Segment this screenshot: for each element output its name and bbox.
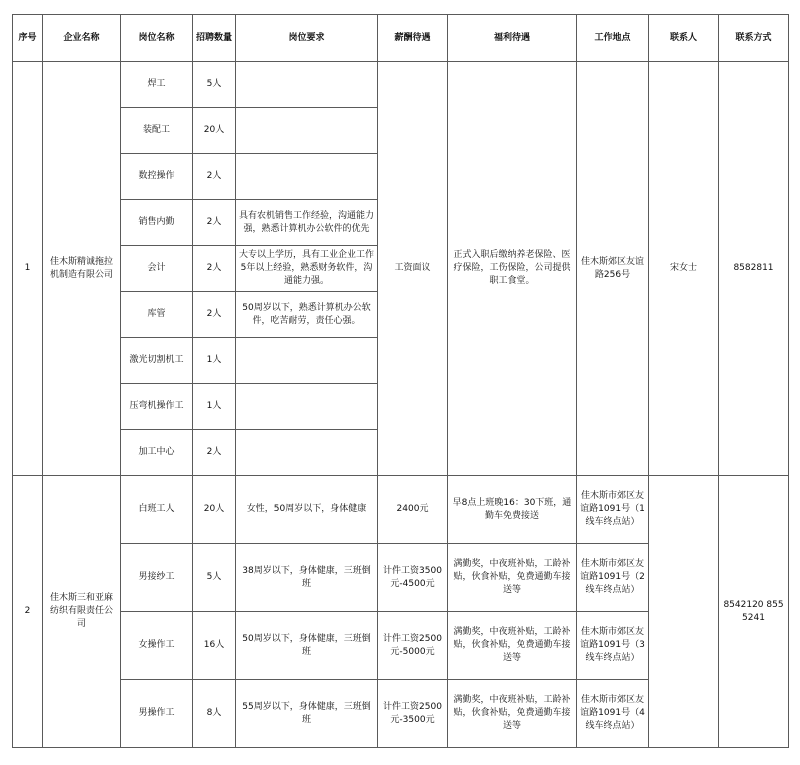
header-benefits: 福利待遇 (448, 15, 577, 62)
job-requirements: 50周岁以下，熟悉计算机办公软件，吃苦耐劳，责任心强。 (236, 292, 378, 338)
job-quota: 5人 (193, 544, 236, 612)
recruitment-sheet (12, 14, 789, 748)
job-requirements (236, 338, 378, 384)
job-salary: 计件工资3500元-4500元 (378, 544, 448, 612)
job-requirements (236, 154, 378, 200)
job-quota: 8人 (193, 680, 236, 748)
company-1-name: 佳木斯精诚拖拉机制造有限公司 (43, 62, 121, 476)
header-contact: 联系人 (649, 15, 719, 62)
job-position: 男操作工 (121, 680, 193, 748)
job-quota: 2人 (193, 430, 236, 476)
job-position: 装配工 (121, 108, 193, 154)
job-requirements: 女性，50周岁以下，身体健康 (236, 476, 378, 544)
header-quota: 招聘数量 (193, 15, 236, 62)
job-requirements (236, 62, 378, 108)
job-salary: 2400元 (378, 476, 448, 544)
job-position: 焊工 (121, 62, 193, 108)
job-quota: 1人 (193, 384, 236, 430)
job-quota: 2人 (193, 246, 236, 292)
job-quota: 20人 (193, 476, 236, 544)
header-no: 序号 (13, 15, 43, 62)
header-phone: 联系方式 (719, 15, 789, 62)
job-quota: 16人 (193, 612, 236, 680)
job-quota: 2人 (193, 154, 236, 200)
company-1-phone: 8582811 (719, 62, 789, 476)
company-1-location: 佳木斯郊区友谊路256号 (577, 62, 649, 476)
job-position: 男接纱工 (121, 544, 193, 612)
job-position: 加工中心 (121, 430, 193, 476)
job-position: 女操作工 (121, 612, 193, 680)
job-requirements (236, 108, 378, 154)
company-1-salary: 工资面议 (378, 62, 448, 476)
header-requirements: 岗位要求 (236, 15, 378, 62)
job-position: 白班工人 (121, 476, 193, 544)
recruitment-table (12, 14, 789, 748)
job-position: 销售内勤 (121, 200, 193, 246)
company-2-name: 佳木斯三和亚麻纺织有限责任公司 (43, 476, 121, 748)
company-1-no: 1 (13, 62, 43, 476)
job-benefits: 满勤奖，中夜班补贴，工龄补贴，伙食补贴，免费通勤车接送等 (448, 544, 577, 612)
company-2-no: 2 (13, 476, 43, 748)
job-salary: 计件工资2500元-3500元 (378, 680, 448, 748)
job-requirements: 55周岁以下，身体健康，三班倒班 (236, 680, 378, 748)
job-quota: 2人 (193, 200, 236, 246)
job-position: 会计 (121, 246, 193, 292)
job-benefits: 满勤奖，中夜班补贴，工龄补贴，伙食补贴，免费通勤车接送等 (448, 680, 577, 748)
job-benefits: 早8点上班晚16：30下班，通勤车免费接送 (448, 476, 577, 544)
header-location: 工作地点 (577, 15, 649, 62)
job-position: 数控操作 (121, 154, 193, 200)
job-quota: 1人 (193, 338, 236, 384)
table-row (13, 476, 789, 544)
job-quota: 20人 (193, 108, 236, 154)
job-quota: 5人 (193, 62, 236, 108)
header-row (13, 15, 789, 62)
job-requirements (236, 430, 378, 476)
header-position: 岗位名称 (121, 15, 193, 62)
header-salary: 薪酬待遇 (378, 15, 448, 62)
job-location: 佳木斯市郊区友谊路1091号（2线车终点站） (577, 544, 649, 612)
job-requirements (236, 384, 378, 430)
job-position: 激光切割机工 (121, 338, 193, 384)
job-benefits: 满勤奖，中夜班补贴，工龄补贴，伙食补贴，免费通勤车接送等 (448, 612, 577, 680)
job-requirements: 38周岁以下，身体健康，三班倒班 (236, 544, 378, 612)
job-requirements: 50周岁以下，身体健康，三班倒班 (236, 612, 378, 680)
job-location: 佳木斯市郊区友谊路1091号（3线车终点站） (577, 612, 649, 680)
table-row (13, 62, 789, 108)
job-quota: 2人 (193, 292, 236, 338)
job-requirements: 大专以上学历，具有工业企业工作5年以上经验，熟悉财务软件，沟通能力强。 (236, 246, 378, 292)
job-salary: 计件工资2500元-5000元 (378, 612, 448, 680)
company-1-contact: 宋女士 (649, 62, 719, 476)
company-2-phone: 8542120 8555241 (719, 476, 789, 748)
job-requirements: 具有农机销售工作经验，沟通能力强，熟悉计算机办公软件的优先 (236, 200, 378, 246)
job-location: 佳木斯市郊区友谊路1091号（4线车终点站） (577, 680, 649, 748)
job-location: 佳木斯市郊区友谊路1091号（1线车终点站） (577, 476, 649, 544)
job-position: 压弯机操作工 (121, 384, 193, 430)
job-position: 库管 (121, 292, 193, 338)
company-2-contact (649, 476, 719, 748)
header-company: 企业名称 (43, 15, 121, 62)
company-1-benefits: 正式入职后缴纳养老保险、医疗保险，工伤保险，公司提供职工食堂。 (448, 62, 577, 476)
